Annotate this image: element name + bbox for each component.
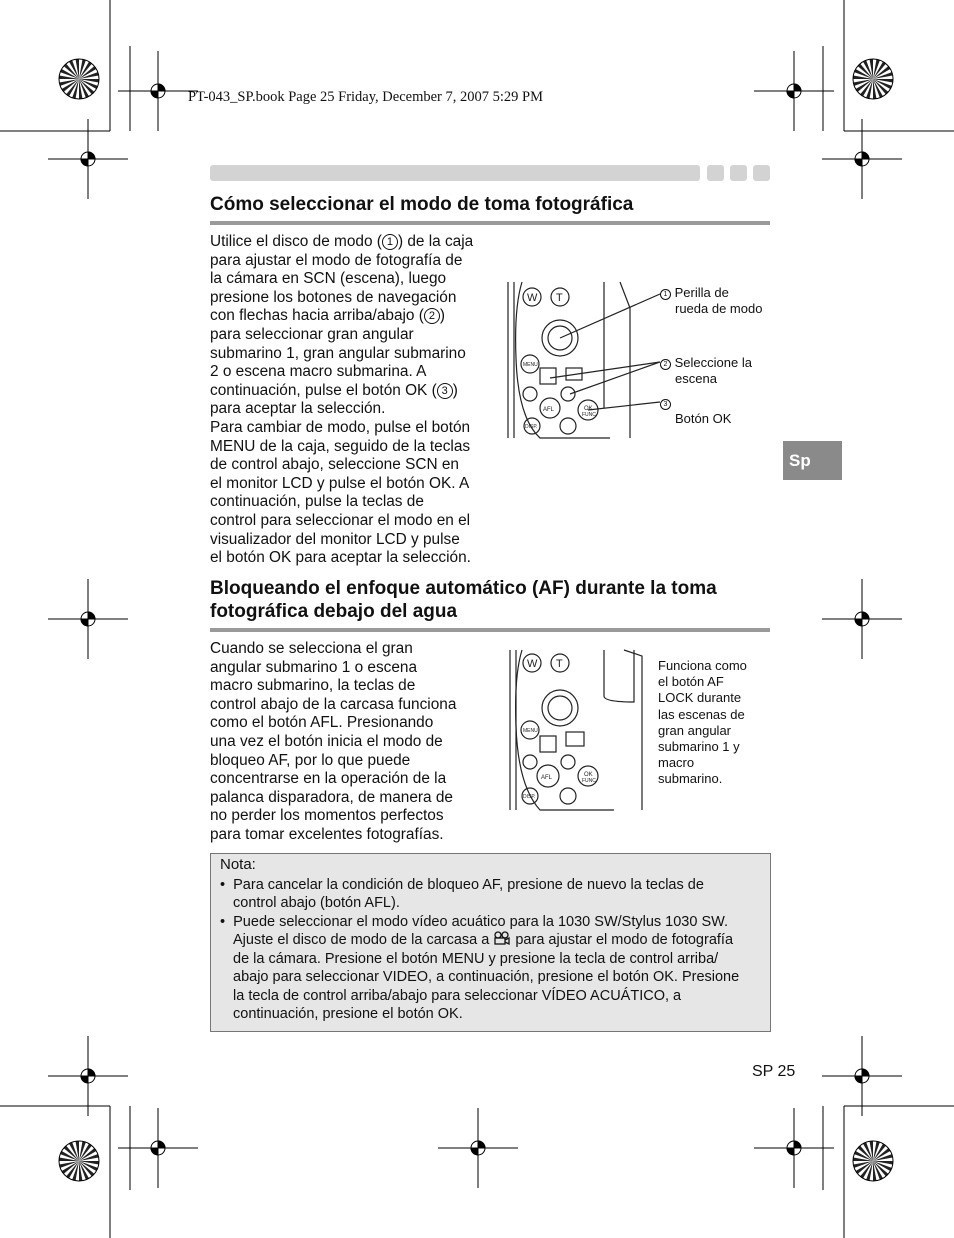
- registration-mark: [754, 51, 834, 131]
- w-label: W: [527, 292, 538, 304]
- registration-mark: [48, 1036, 128, 1116]
- caption-line: submarino.: [658, 771, 723, 787]
- camera-housing-diagram-1: [500, 278, 660, 448]
- func-label: FUNC: [582, 412, 596, 418]
- print-header: PT-043_SP.book Page 25 Friday, December 7, 2007 5:29 PM: [188, 89, 543, 105]
- caption-line: el botón AF: [658, 674, 724, 690]
- language-tab: Sp: [783, 441, 842, 480]
- camera-housing-diagram-2: [504, 646, 654, 816]
- disp-label: DISP.: [525, 424, 538, 430]
- ok-label: OK: [584, 406, 593, 412]
- body-line: para tomar excelentes fotografías.: [210, 825, 444, 843]
- body-line: 2 o escena macro submarina. A: [210, 363, 427, 381]
- movie-camera-icon: [493, 931, 511, 946]
- caption-line: submarino 1 y: [658, 739, 740, 755]
- t-label: T: [556, 658, 563, 670]
- section-bar-square: [707, 165, 724, 181]
- starburst-mark: [59, 1141, 99, 1181]
- body-line: el monitor LCD y pulse el botón OK. A: [210, 474, 470, 492]
- section1-title: Cómo seleccionar el modo de toma fotográfica: [210, 194, 634, 215]
- afl-label: AFL: [543, 407, 555, 413]
- starburst-mark: [853, 59, 893, 99]
- section2-title: Bloqueando el enfoque automático (AF) durante la toma fotográfica debajo del agua: [210, 578, 717, 622]
- registration-mark: [822, 579, 902, 659]
- func-label: FUNC: [582, 778, 596, 784]
- body-line: MENU de la caja, seguido de la teclas: [210, 437, 471, 455]
- section2-rule: [210, 628, 770, 632]
- menu-label: MENU: [523, 728, 538, 734]
- body-line: angular submarino 1 o escena: [210, 658, 418, 676]
- note-title: Nota:: [220, 856, 256, 873]
- body-line: control abajo de la carcasa funciona: [210, 695, 457, 713]
- diagram-2-caption: [658, 658, 747, 788]
- body-line: Utilice el disco de modo ( 1 ) de la caja: [210, 233, 474, 250]
- section1-rule: [210, 221, 770, 225]
- body-line: de control abajo, seleccione SCN en: [210, 456, 459, 474]
- body-line: la cámara en SCN (escena), luego: [210, 270, 447, 288]
- body-line: una vez el botón inicia el modo de: [210, 732, 443, 750]
- body-line: para ajustar el modo de fotografía de: [210, 251, 463, 269]
- body-line: para seleccionar gran angular: [210, 325, 414, 343]
- body-line: concentrarse en la operación de la: [210, 770, 447, 788]
- callout-1: 1 Perilla de rueda de modo: [660, 285, 762, 317]
- body-line: presione los botones de navegación: [210, 288, 457, 306]
- callout-3: 3 Botón OK: [660, 395, 731, 427]
- disp-label: DISP.: [523, 794, 536, 800]
- body-line: no perder los momentos perfectos: [210, 807, 444, 825]
- body-line: el botón OK para aceptar la selección.: [210, 549, 471, 567]
- body-line: Para cambiar de modo, pulse el botón: [210, 418, 471, 436]
- body-line: para aceptar la selección.: [210, 400, 386, 418]
- body-line: como el botón AFL. Presionando: [210, 714, 434, 732]
- body-line: submarino 1, gran angular submarino: [210, 344, 466, 362]
- note-bullet-2: • Puede seleccionar el modo vídeo acuático para la 1030 SW/Stylus 1030 SW. Ajuste el disco de modo de la carcasa a para ajustar el modo de fotografía de la cámara. Presione el botón MENU y presione la tecla de control arriba/ abajo para seleccionar VIDEO, a continuación, presione el botón OK. Presione la tecla de control arriba/abajo para seleccionar VÍDEO ACUÁTICO, a continuación, presione el botón OK.: [220, 914, 740, 1023]
- body-line: continuación, pulse el botón OK ( 3 ): [210, 381, 458, 399]
- section-bar: [210, 165, 700, 181]
- page-number: SP 25: [752, 1063, 796, 1080]
- body-line: bloqueo AF, por lo que puede: [210, 751, 411, 769]
- body-line: macro submarino, la teclas de: [210, 677, 416, 695]
- menu-label: MENU: [523, 362, 538, 368]
- section-bar-square: [753, 165, 770, 181]
- afl-label: AFL: [541, 775, 553, 781]
- section2-body: [210, 640, 456, 845]
- section-bar-square: [730, 165, 747, 181]
- body-line: Cuando se selecciona el gran: [210, 640, 413, 657]
- caption-line: gran angular: [658, 722, 731, 738]
- starburst-mark: [853, 1141, 893, 1181]
- note-bullet-1: • Para cancelar la condición de bloqueo AF, presione de nuevo la teclas de control abajo (botón AFL).: [220, 877, 704, 912]
- registration-mark: [438, 1108, 518, 1188]
- t-label: T: [556, 292, 563, 304]
- callout-2: 2 Seleccione la escena: [660, 355, 752, 387]
- caption-line: las escenas de: [658, 706, 745, 722]
- body-line: con flechas hacia arriba/abajo ( 2 ): [210, 307, 446, 325]
- registration-mark: [822, 1036, 902, 1116]
- body-line: continuación, pulse la teclas de: [210, 493, 424, 511]
- body-line: palanca disparadora, de manera de: [210, 788, 453, 806]
- caption-line: LOCK durante: [658, 690, 742, 706]
- starburst-mark: [59, 59, 99, 99]
- section1-body: [210, 233, 473, 568]
- registration-mark: [48, 579, 128, 659]
- w-label: W: [527, 658, 538, 670]
- ok-label: OK: [584, 772, 593, 778]
- caption-line: macro: [658, 755, 695, 771]
- caption-line: Funciona como: [658, 658, 747, 673]
- body-line: visualizador del monitor LCD y pulse: [210, 530, 460, 548]
- registration-mark: [754, 1108, 834, 1188]
- body-line: control para seleccionar el modo en el: [210, 511, 471, 529]
